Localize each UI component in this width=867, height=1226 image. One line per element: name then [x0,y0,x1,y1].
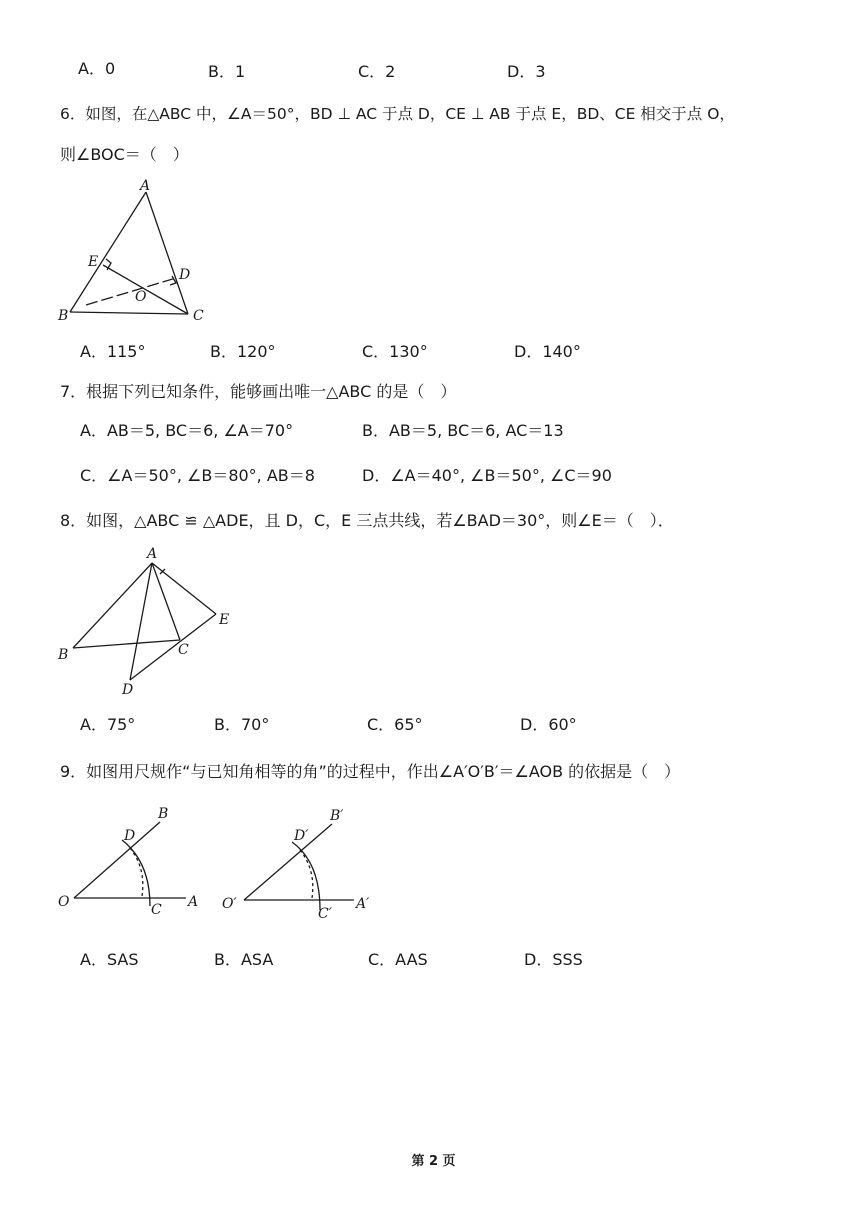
q6-stem-line2: 则∠BOC＝（ ） [60,145,189,164]
q6-label-a: A [140,178,151,194]
q6-stem-line1: 6．如图，在△ABC 中，∠A＝50°，BD ⊥ AC 于点 D，CE ⊥ AB 于点 E，BD、CE 相交于点 O， [60,105,735,123]
q6-label-d: D [179,267,191,283]
q9-option-d: D．SSS [524,950,583,969]
q5-option-b: B．1 [208,62,246,81]
q6-label-b: B [58,308,69,324]
q9-stem: 9．如图用尺规作“与已知角相等的角”的过程中，作出∠A′O′B′＝∠AOB 的依据是（ ） [60,762,681,781]
q7-option-a: A．AB＝5, BC＝6, ∠A＝70° [80,421,294,440]
q6-label-e: E [88,254,99,270]
q8-stem: 8．如图，△ABC ≌ △ADE，且 D，C，E 三点共线，若∠BAD＝30°，则∠E＝（ ）． [60,511,674,530]
q6-option-b: B．120° [210,342,276,361]
q9-label-b-prime: B′ [330,808,344,824]
q6-option-a: A．115° [80,342,146,361]
q9-label-b: B [158,806,169,822]
q7-option-b: B．AB＝5, BC＝6, AC＝13 [362,421,564,440]
q9-label-d: D [124,828,136,844]
q7-option-d: D．∠A＝40°, ∠B＝50°, ∠C＝90 [362,466,612,485]
q9-label-d-prime: D′ [294,828,309,844]
q9-label-c: C [151,902,162,918]
q5-option-c: C．2 [358,62,396,81]
q8-label-b: B [58,647,69,663]
q8-option-d: D．60° [520,715,577,734]
q9-label-c-prime: C′ [318,906,332,922]
q9-label-o: O [58,894,70,910]
q9-option-b: B．ASA [214,950,274,969]
q8-label-e: E [219,612,230,628]
q5-option-a: A．0 [78,59,116,78]
q9-label-a: A [188,894,199,910]
q5-option-d: D．3 [507,62,546,81]
q6-option-c: C．130° [362,342,428,361]
q8-option-b: B．70° [214,715,270,734]
q9-option-c: C．AAS [368,950,428,969]
q8-option-a: A．75° [80,715,136,734]
q6-label-c: C [193,308,204,324]
q9-option-a: A．SAS [80,950,139,969]
q6-option-d: D．140° [514,342,581,361]
q9-label-o-prime: O′ [222,896,237,912]
q7-stem: 7．根据下列已知条件，能够画出唯一△ABC 的是（ ） [60,382,457,401]
q9-label-a-prime: A′ [356,896,370,912]
q8-label-c: C [178,642,189,658]
q8-label-d: D [122,682,134,698]
q8-label-a: A [147,546,158,562]
q7-option-c: C．∠A＝50°, ∠B＝80°, AB＝8 [80,466,315,485]
page-number: 第 2 页 [411,1154,456,1169]
q6-label-o: O [135,289,147,305]
q8-option-c: C．65° [367,715,423,734]
